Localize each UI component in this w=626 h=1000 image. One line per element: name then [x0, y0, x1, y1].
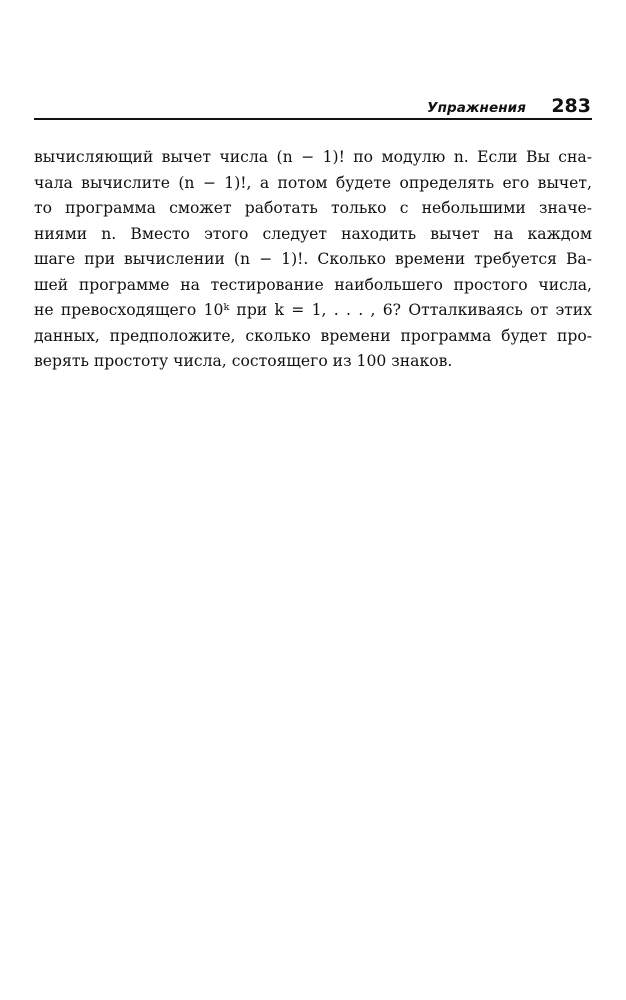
- text-line: чала вычислите (n − 1)!, а потом будете определять его вычет,: [34, 173, 592, 192]
- text-line: верять простоту числа, состоящего из 100 знаков.: [34, 352, 453, 370]
- exercise-paragraph: [34, 145, 592, 375]
- page-header: [34, 92, 592, 120]
- text-line: не превосходящего 10ᵏ при k = 1, . . . , 6? Отталкиваясь от этих: [34, 301, 592, 319]
- text-line: шей программе на тестирование наибольшего простого числа,: [34, 275, 592, 294]
- page-number: 283: [551, 95, 591, 117]
- running-title: Упражнения: [427, 100, 526, 116]
- header-rule: [34, 118, 592, 120]
- text-line: ниями n. Вместо этого следует находить вычет на каждом: [34, 224, 592, 243]
- text-line: то программа сможет работать только с небольшими значе-: [34, 199, 592, 217]
- text-line: шаге при вычислении (n − 1)!. Сколько времени требуется Ва-: [34, 250, 592, 268]
- text-line: вычисляющий вычет числа (n − 1)! по модулю n. Если Вы сна-: [34, 148, 592, 166]
- text-line: данных, предположите, сколько времени программа будет про-: [34, 326, 592, 345]
